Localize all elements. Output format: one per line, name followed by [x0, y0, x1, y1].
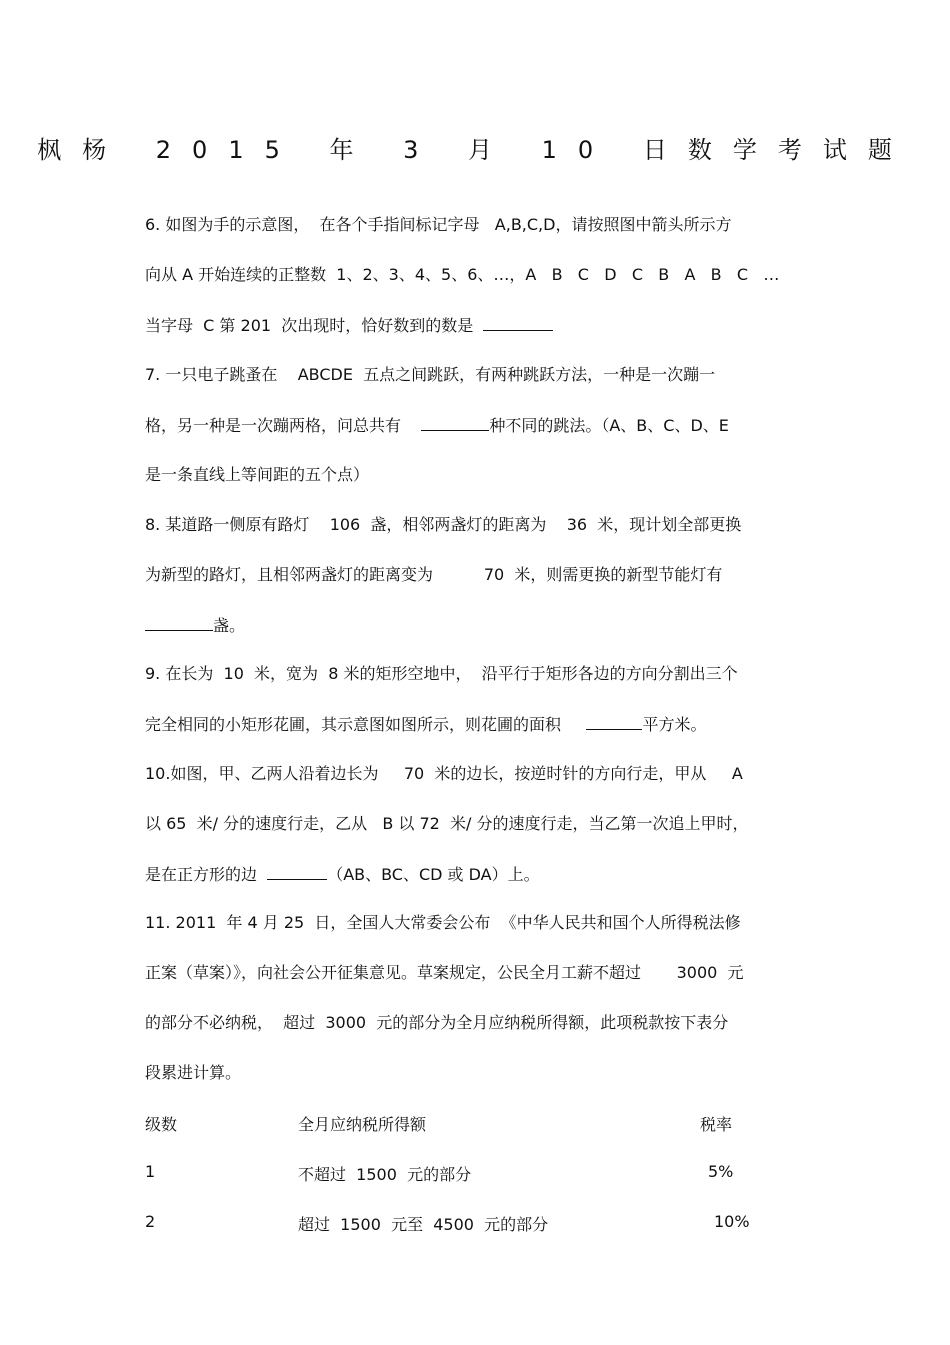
answer-blank-q8[interactable]: [145, 614, 213, 631]
q6-line-2: 向从 A 开始连续的正整数 1、2、3、4、5、6、…，A B C D C B A B C …: [145, 265, 780, 284]
table-cell-level: 2: [145, 1212, 156, 1231]
q6-line-1: 6. 如图为手的示意图， 在各个手指间标记字母 A,B,C,D，请按照图中箭头所示方: [145, 215, 732, 234]
answer-blank-q7[interactable]: [421, 414, 489, 431]
q9-line-2a: 完全相同的小矩形花圃，其示意图如图所示，则花圃的面积: [145, 715, 587, 734]
q7-line-2: [145, 414, 729, 437]
table-header-rate: 税率: [700, 1115, 733, 1134]
q8-line-3-text: 盏。: [213, 616, 246, 635]
table-cell-rate: 5%: [708, 1162, 734, 1181]
table-cell-income: 超过 1500 元至 4500 元的部分: [298, 1215, 549, 1234]
q8-line-2: 为新型的路灯，且相邻两盏灯的距离变为 70 米，则需更换的新型节能灯有: [145, 565, 723, 584]
q8-line-3: [145, 614, 245, 637]
table-header-income: 全月应纳税所得额: [298, 1115, 427, 1134]
q11-line-4: 段累进计算。: [145, 1063, 242, 1082]
q10-line-2: 以 65 米/ 分的速度行走，乙从 B 以 72 米/ 分的速度行走，当乙第一次追上甲时，: [145, 814, 749, 833]
answer-blank-q6[interactable]: [483, 314, 553, 331]
table-cell-income: 不超过 1500 元的部分: [298, 1165, 472, 1184]
table-cell-rate: 10%: [714, 1212, 750, 1231]
q10-line-3b: （AB、BC、CD 或 DA）上。: [327, 865, 540, 884]
table-cell-level: 1: [145, 1162, 156, 1181]
q9-line-1: 9. 在长为 10 米，宽为 8 米的矩形空地中， 沿平行于矩形各边的方向分割出三个: [145, 664, 738, 683]
q11-line-2: 正案（草案）》，向社会公开征集意见。草案规定，公民全月工薪不超过 3000 元: [145, 963, 744, 982]
q7-line-2b: 种不同的跳法。（A、B、C、D、E: [489, 416, 729, 435]
q7-line-1: 7. 一只电子跳蚤在 ABCDE 五点之间跳跃，有两种跳跃方法，一种是一次蹦一: [145, 365, 716, 384]
q7-line-3: 是一条直线上等间距的五个点）: [145, 465, 370, 484]
q6-line-3-text: 当字母 C 第 201 次出现时，恰好数到的数是: [145, 316, 484, 335]
q9-line-2b: 平方米。: [642, 715, 707, 734]
q6-line-3: [145, 314, 553, 337]
q10-line-3a: 是在正方形的边: [145, 865, 268, 884]
q10-line-1: 10.如图，甲、乙两人沿着边长为 70 米的边长，按逆时针的方向行走，甲从 A: [145, 764, 743, 783]
q8-line-1: 8. 某道路一侧原有路灯 106 盏，相邻两盏灯的距离为 36 米，现计划全部更换: [145, 515, 742, 534]
table-header-level: 级数: [145, 1115, 178, 1134]
q9-line-2: [145, 713, 706, 736]
q11-line-1: 11. 2011 年 4 月 25 日，全国人大常委会公布 《中华人民共和国个人所得税法修: [145, 913, 741, 932]
answer-blank-q10[interactable]: [267, 863, 327, 880]
q11-line-3: 的部分不必纳税， 超过 3000 元的部分为全月应纳税所得额，此项税款按下表分: [145, 1013, 729, 1032]
page-title: 枫杨 2015 年 3 月 10 日数学考试题: [37, 136, 913, 164]
q7-line-2a: 格，另一种是一次蹦两格，问总共有: [145, 416, 422, 435]
q10-line-3: [145, 863, 540, 886]
answer-blank-q9[interactable]: [586, 713, 642, 730]
